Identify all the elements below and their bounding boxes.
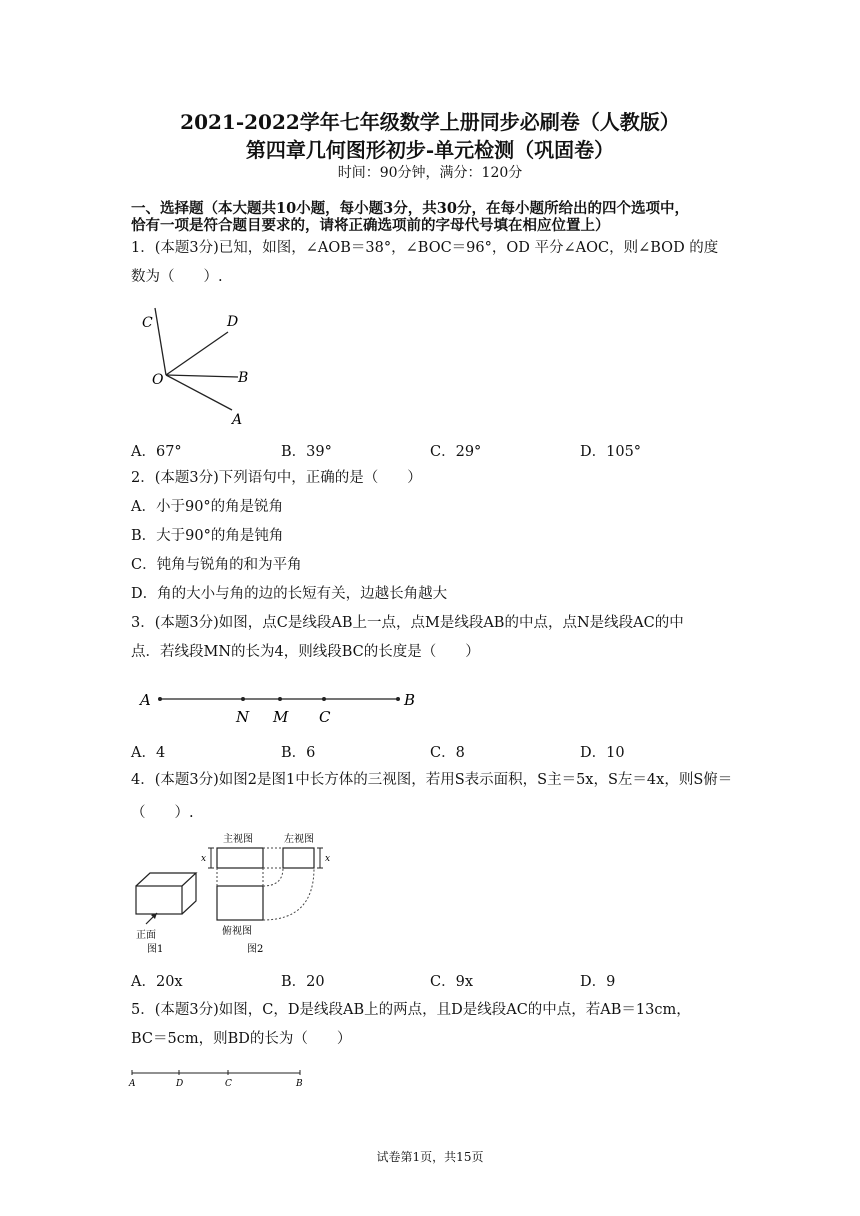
label-a: A (129, 1079, 136, 1089)
label-d: D (176, 1079, 184, 1089)
q3-option-d[interactable]: D．10 (580, 745, 625, 761)
point-n (241, 697, 245, 701)
q1-option-d[interactable]: D．105° (580, 444, 642, 460)
q2-option-b[interactable]: B．大于90°的角是钝角 (131, 528, 284, 544)
ray-oa (166, 375, 232, 410)
q3-stem-line1: 3．(本题3分)如图，点C是线段AB上一点，点M是线段AB的中点，点N是线段AC的中 (131, 615, 684, 631)
q1-option-b[interactable]: B．39° (281, 444, 332, 460)
label-b: B (238, 370, 249, 386)
ray-ob (166, 375, 238, 377)
label-fig2: 图2 (247, 944, 264, 955)
ray-od (166, 332, 228, 375)
q4-option-b[interactable]: B．20 (281, 974, 325, 990)
label-top-view: 俯视图 (222, 926, 252, 937)
q2-option-a[interactable]: A．小于90°的角是锐角 (131, 499, 284, 515)
left-view-rect (283, 848, 314, 868)
section-heading-line2: 恰有一项是符合题目要求的，请将正确选项前的字母代号填在相应位置上） (131, 217, 610, 234)
x-mark-right: x (325, 854, 331, 864)
q5-stem-line2: BC＝5cm，则BD的长为（ ） (131, 1031, 352, 1047)
label-o: O (152, 372, 164, 388)
q4-three-view-figure (130, 828, 345, 958)
point-c (322, 697, 326, 701)
label-n: N (236, 708, 250, 726)
q4-option-a[interactable]: A．20x (131, 974, 183, 990)
label-a: A (232, 412, 243, 428)
label-fig1: 图1 (147, 944, 164, 955)
point-a (158, 697, 162, 701)
q3-option-b[interactable]: B．6 (281, 745, 316, 761)
q1-angle-figure (130, 300, 270, 432)
q3-option-c[interactable]: C．8 (430, 745, 465, 761)
point-b (396, 697, 400, 701)
label-d: D (227, 314, 239, 330)
q2-stem: 2．(本题3分)下列语句中，正确的是（ ） (131, 470, 422, 486)
top-view-rect (217, 886, 263, 920)
label-c: C (142, 315, 153, 331)
front-view-rect (217, 848, 263, 868)
section-heading-line1: 一、选择题（本大题共10小题，每小题3分，共30分，在每小题所给出的四个选项中， (131, 200, 689, 217)
q3-stem-line2: 点．若线段MN的长为4，则线段BC的长度是（ ） (131, 644, 480, 660)
q3-segment-figure (130, 684, 430, 726)
q4-stem-line1: 4．(本题3分)如图2是图1中长方体的三视图，若用S表示面积，S主＝5x，S左＝4x，则S俯＝ (131, 772, 733, 788)
ray-oc (155, 308, 166, 375)
label-left-view: 左视图 (284, 834, 314, 845)
q1-stem-line1: 1．(本题3分)已知，如图，∠AOB＝38°，∠BOC＝96°，OD 平分∠AOC，则∠BOD 的度 (131, 240, 719, 256)
label-front-view: 主视图 (223, 834, 253, 845)
label-b: B (404, 691, 416, 709)
time-info: 时间：90分钟，满分：120分 (337, 165, 523, 181)
q2-option-d[interactable]: D．角的大小与角的边的长短有关，边越长角越大 (131, 586, 448, 602)
cuboid-drawing (136, 873, 196, 914)
point-m (278, 697, 282, 701)
page-footer: 试卷第1页，共15页 (376, 1150, 484, 1164)
q2-option-c[interactable]: C．钝角与锐角的和为平角 (131, 557, 302, 573)
label-front-face: 正面 (136, 930, 156, 941)
exam-title: 2021-2022学年七年级数学上册同步必刷卷（人教版） (180, 110, 680, 134)
q4-option-c[interactable]: C．9x (430, 974, 473, 990)
label-c: C (319, 708, 331, 726)
q3-option-a[interactable]: A．4 (131, 745, 166, 761)
x-mark-left: x (201, 854, 207, 864)
q1-stem-line2: 数为（ ）. (131, 269, 223, 285)
label-a: A (140, 691, 151, 709)
chapter-title: 第四章几何图形初步-单元检测（巩固卷） (245, 138, 615, 162)
q1-option-a[interactable]: A．67° (131, 444, 182, 460)
q4-stem-line2: （ ）. (131, 805, 194, 821)
label-c: C (225, 1079, 232, 1089)
label-b: B (296, 1079, 303, 1089)
q4-option-d[interactable]: D．9 (580, 974, 616, 990)
label-m: M (273, 708, 289, 726)
q5-stem-line1: 5．(本题3分)如图，C，D是线段AB上的两点，且D是线段AC的中点，若AB＝13cm， (131, 1002, 691, 1018)
q1-option-c[interactable]: C．29° (430, 444, 482, 460)
q5-segment-figure (128, 1066, 308, 1090)
